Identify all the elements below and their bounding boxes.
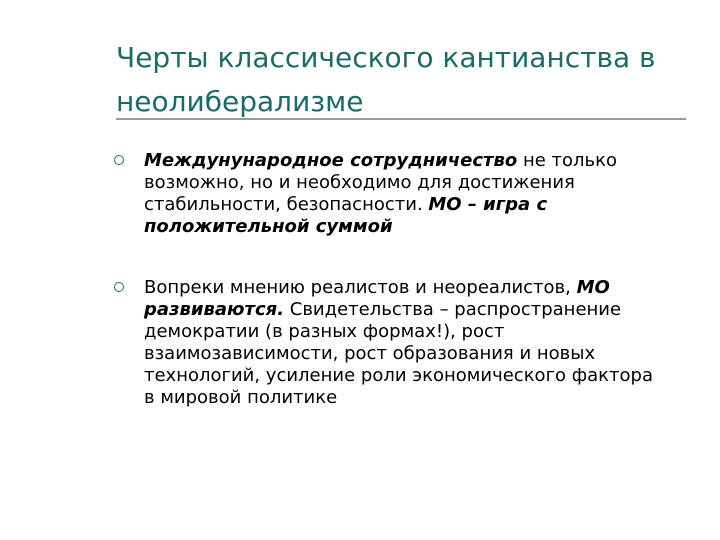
bullet-text: Вопреки мнению реалистов и неореалистов, [144,277,577,298]
bullet-circle-icon [114,155,124,165]
bullet-emphasis: МО – игра с положительной суммой [144,194,548,237]
bullet-item-development [144,277,664,409]
bullet-emphasis: Междунународное сотрудничество [144,150,518,171]
slide-title: Черты классического кантианства в неолиберализме [116,41,656,118]
title-divider [116,118,686,120]
bullet-item-cooperation [144,150,664,238]
bullet-text: Свидетельства – распространение демократии (в разных формах!), рост взаимозависимости, рост образования и новых технологий, усиление роли экономического фактора в мировой политике [144,299,654,408]
bullet-text: не только возможно, но и необходимо для достижения стабильности, безопасности. [144,150,618,215]
bullet-emphasis: МО развиваются. [144,277,610,320]
bullet-circle-icon [114,282,124,292]
